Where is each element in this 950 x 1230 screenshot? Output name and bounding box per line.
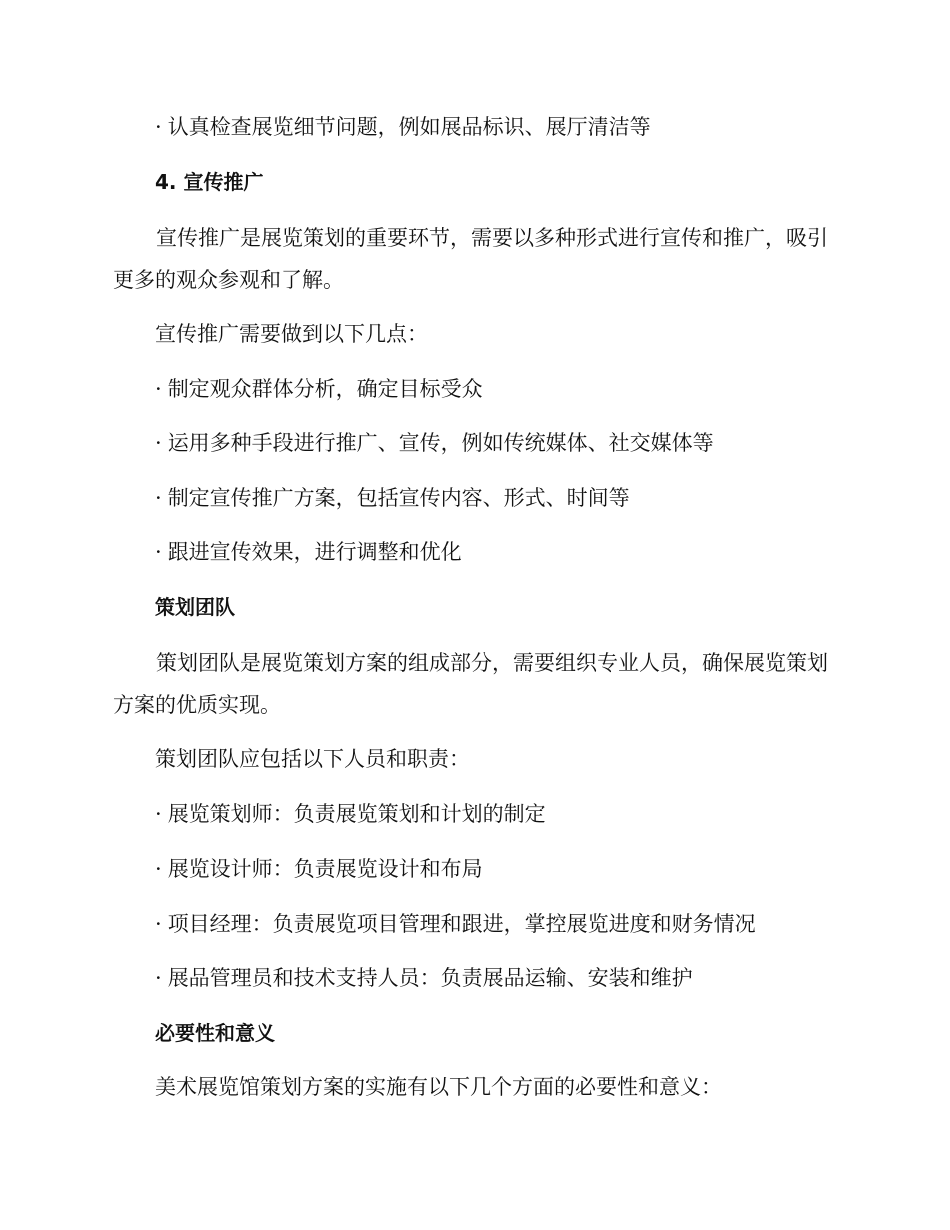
paragraph-promotion-requirements: 宣传推广需要做到以下几点： [155, 322, 428, 346]
paragraph-team-requirements: 策划团队应包括以下人员和职责： [155, 747, 470, 771]
list-item: · 制定观众群体分析，确定目标受众 [155, 377, 483, 401]
paragraph-necessity: 美术展览馆策划方案的实施有以下几个方面的必要性和意义： [155, 1075, 722, 1099]
section-heading-necessity: 必要性和意义 [155, 1021, 275, 1045]
list-item: · 运用多种手段进行推广、宣传，例如传统媒体、社交媒体等 [155, 431, 714, 455]
list-item: · 展览策划师：负责展览策划和计划的制定 [155, 802, 546, 826]
list-item: · 认真检查展览细节问题，例如展品标识、展厅清洁等 [155, 115, 651, 139]
paragraph-promotion: 宣传推广是展览策划的重要环节，需要以多种形式进行宣传和推广，吸引更多的观众参观和了解。 [113, 226, 828, 292]
list-item: · 项目经理：负责展览项目管理和跟进，掌控展览进度和财务情况 [155, 912, 756, 936]
list-item: · 展品管理员和技术支持人员：负责展品运输、安装和维护 [155, 966, 693, 990]
list-item: · 制定宣传推广方案，包括宣传内容、形式、时间等 [155, 486, 630, 510]
list-item: · 展览设计师：负责展览设计和布局 [155, 857, 483, 881]
section-heading-team: 策划团队 [155, 595, 235, 619]
paragraph-team: 策划团队是展览策划方案的组成部分，需要组织专业人员，确保展览策划方案的优质实现。 [113, 651, 828, 717]
section-heading-promotion: 4. 宣传推广 [155, 170, 264, 194]
list-item: · 跟进宣传效果，进行调整和优化 [155, 540, 462, 564]
